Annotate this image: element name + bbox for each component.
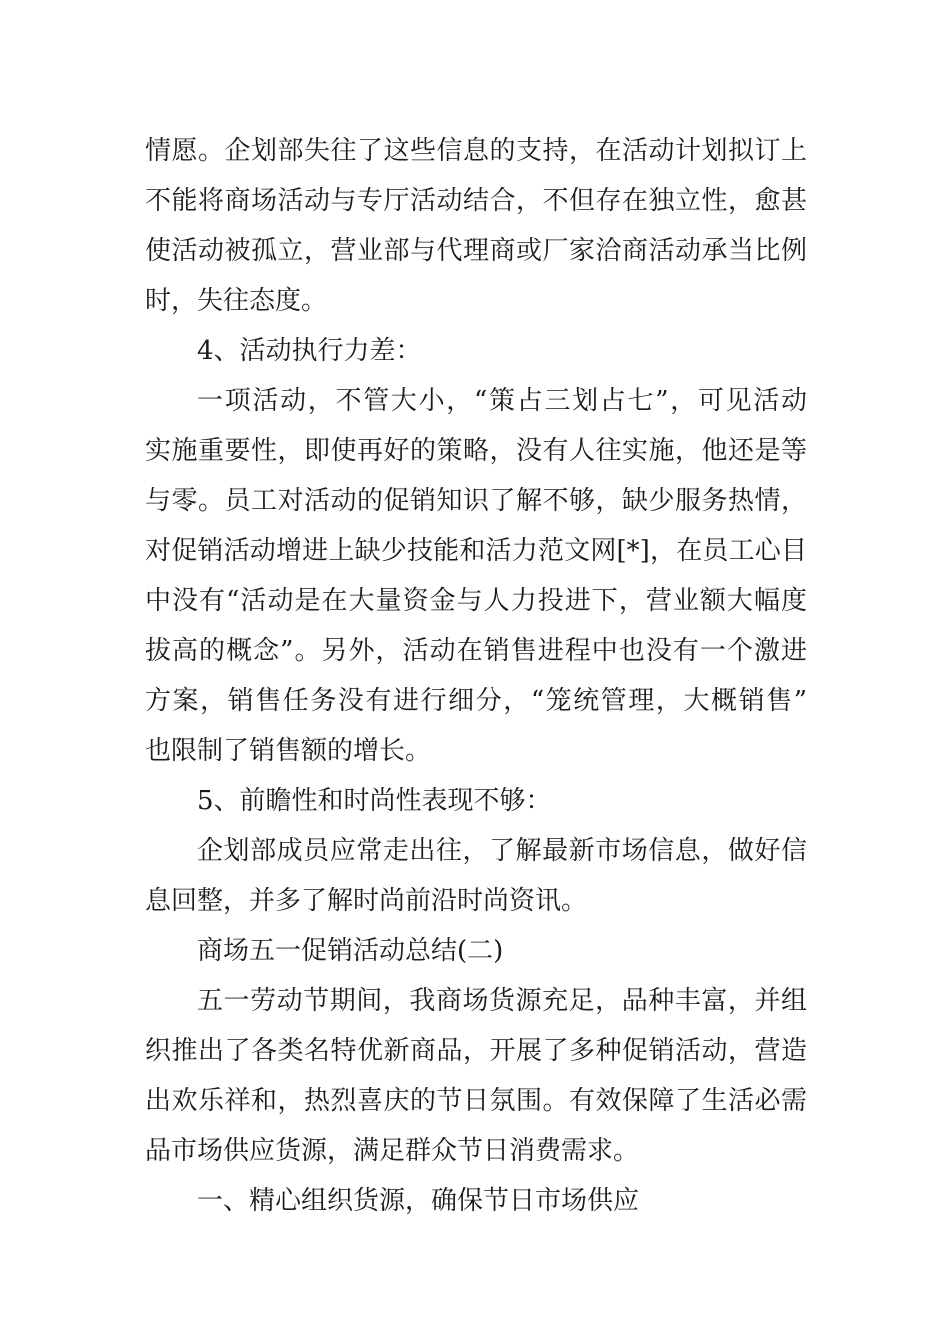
text-line: 方案，销售任务没有进行细分，“笼统管理，大概销售” [145,686,807,716]
text-line: 息回整，并多了解时尚前沿时尚资讯。 [145,886,588,916]
text-line: 也限制了销售额的增长。 [145,736,432,766]
text-line: 织推出了各类名特优新商品，开展了多种促销活动，营造 [145,1036,807,1066]
text-line: 对促销活动增进上缺少技能和活力范文网[*]，在员工心目 [145,536,807,566]
text-line: 品市场供应货源，满足群众节日消费需求。 [145,1136,640,1166]
section-heading: 4、活动执行力差： [197,336,422,366]
text-line: 出欢乐祥和，热烈喜庆的节日氛围。有效保障了生活必需 [145,1086,807,1116]
text-line: 企划部成员应常走出往，了解最新市场信息，做好信 [197,836,807,866]
text-line: 实施重要性，即使再好的策略，没有人往实施，他还是等 [145,436,807,466]
text-line: 中没有“活动是在大量资金与人力投进下，营业额大幅度 [145,586,807,616]
text-line: 不能将商场活动与专厅活动结合，不但存在独立性，愈甚 [145,186,807,216]
text-line: 使活动被孤立，营业部与代理商或厂家洽商活动承当比例 [145,236,807,266]
text-line: 一项活动，不管大小，“策占三划占七”，可见活动 [197,386,807,416]
document-body [145,126,807,1226]
text-line: 情愿。企划部失往了这些信息的支持，在活动计划拟订上 [145,136,807,166]
document-title: 商场五一促销活动总结(二) [197,936,504,966]
text-line: 五一劳动节期间，我商场货源充足，品种丰富，并组 [197,986,807,1016]
text-line: 拔高的概念”。另外，活动在销售进程中也没有一个激进 [145,636,807,666]
section-heading: 一、精心组织货源，确保节日市场供应 [197,1186,640,1216]
text-line: 时，失往态度。 [145,286,328,316]
text-line: 与零。员工对活动的促销知识了解不够，缺少服务热情， [145,486,807,516]
section-heading: 5、前瞻性和时尚性表现不够： [197,786,552,816]
